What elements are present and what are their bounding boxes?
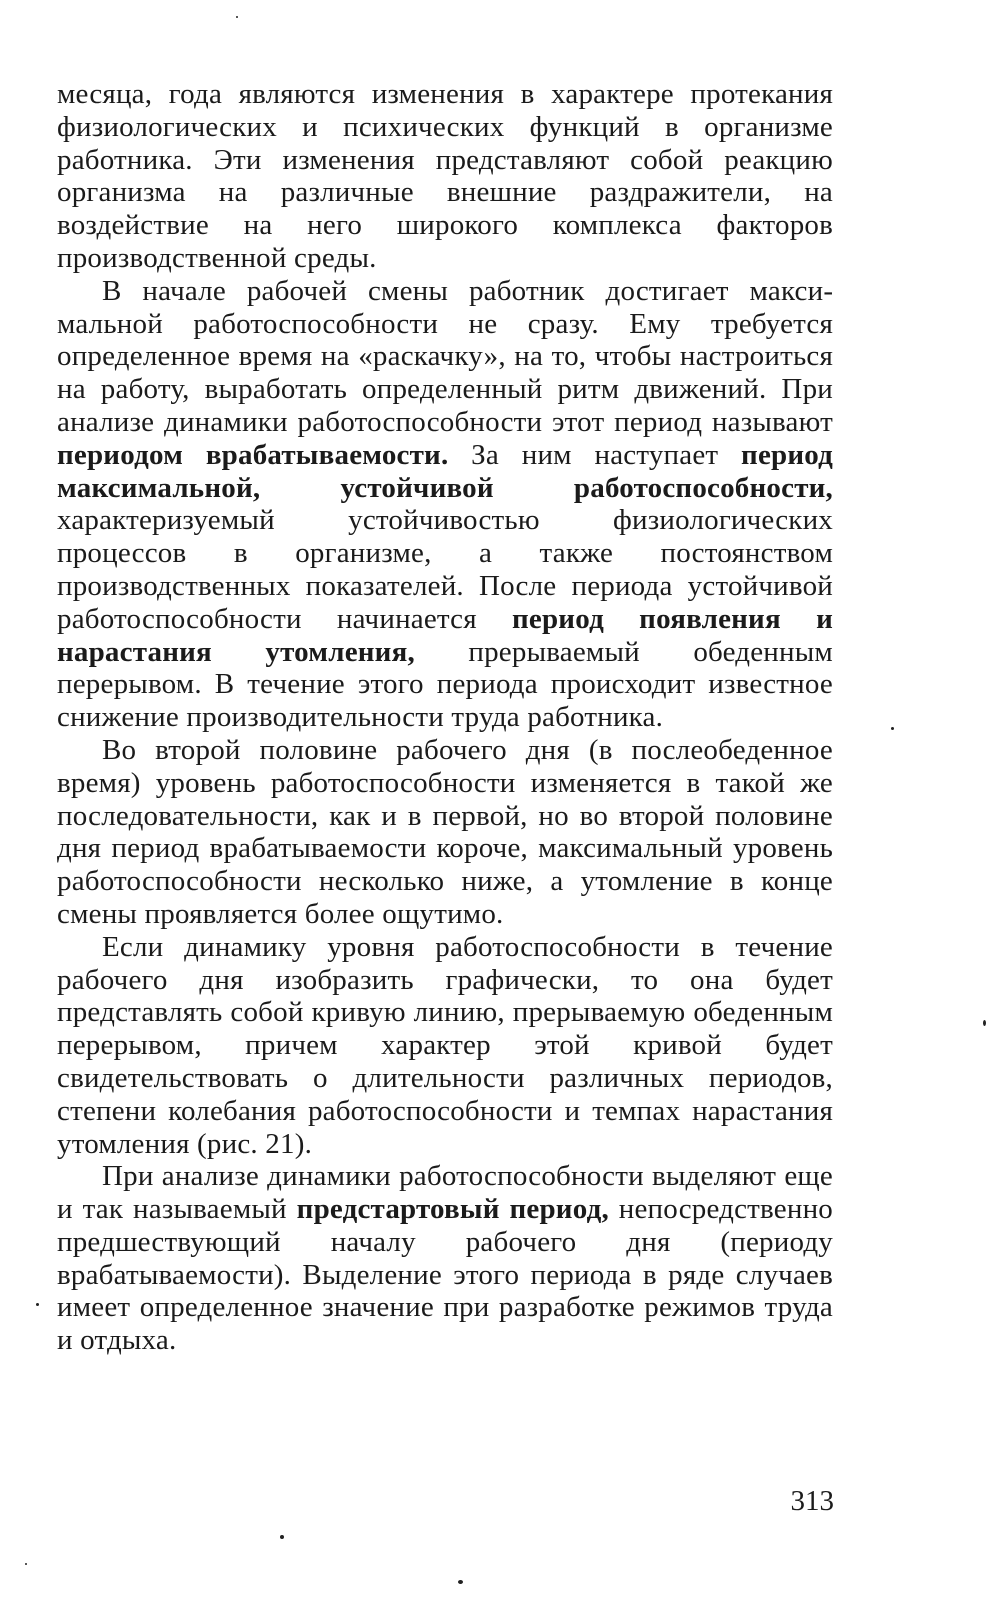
page-text	[57, 78, 833, 1357]
paragraph-2-text-1: В начале рабочей смены работник достигает максимальной работоспособности не сразу. Ему требуется определенное время на «раскачку», на то, чтобы настроиться на работу, выработать определенный ритм движений. При анализе динамики работоспособности этот период называют	[57, 274, 833, 438]
scan-speck	[280, 1535, 284, 1539]
scan-speck	[25, 1563, 27, 1565]
paragraph-4-text: Если динамику уровня работоспособности в течение рабочего дня изобразить графически, то она будет представлять собой кривую линию, прерываемую обеденным перерывом, причем характер этой кривой будет свидетельствовать о длительности различных периодов, степени колебания работоспособности и темпах нарастания утомления (рис. 21).	[57, 930, 833, 1160]
paragraph-5	[57, 1160, 833, 1357]
scan-speck	[36, 1303, 39, 1306]
paragraph-5-text-2: непосредственно предшествующий началу рабочего дня (периоду врабатываемости). Выделение этого периода в ряде случаев имеет определенное значение при разработке режимов труда и отдыха.	[57, 1193, 833, 1357]
paragraph-3	[57, 734, 833, 931]
term-warm-up-period: периодом врабатываемости.	[57, 438, 449, 471]
paragraph-5-text-1: При анализе динамики работоспособности выделяют еще и так называемый	[57, 1160, 833, 1226]
scan-speck	[983, 1020, 986, 1026]
paragraph-2-text-4: прерываемый обеденным перерывом. В течение этого периода происходит известное снижение производительности труда работника.	[57, 635, 833, 734]
term-prestart-period: предстартовый период,	[296, 1193, 609, 1226]
paragraph-3-text: Во второй половине рабочего дня (в послеобеденное время) уровень работоспособности изменяется в такой же последовательности, как и в первой, но во второй половине дня период врабатываемости короче, максимальный уровень работоспособности несколько ниже, а утомление в конце смены проявляется более ощутимо.	[57, 733, 833, 930]
paragraph-4	[57, 931, 833, 1161]
term-stable-performance-period: период максимальной, устойчивой работоспособности,	[57, 438, 833, 504]
page-number: 313	[790, 1485, 834, 1517]
paragraph-2-text-3: характеризуемый устойчивостью физиологических процессов в организме, а также постоянством производственных показателей. После периода устойчивой работоспособности начинается	[57, 504, 833, 635]
paragraph-2	[57, 275, 833, 734]
paragraph-2-text-2: За ним наступает	[448, 438, 742, 471]
scan-speck	[891, 727, 894, 730]
term-fatigue-period: период появления и нарастания утомления,	[57, 602, 833, 668]
scan-speck	[236, 16, 238, 18]
scan-speck	[458, 1580, 463, 1584]
paragraph-1	[57, 78, 833, 275]
paragraph-1-text: месяца, года являются изменения в характере протекания физиологических и психических функций в организме работника. Эти изменения представляют собой реакцию организма на различные внешние раздражители, на воздействие на него широкого комплекса факторов производственной среды.	[57, 78, 833, 274]
